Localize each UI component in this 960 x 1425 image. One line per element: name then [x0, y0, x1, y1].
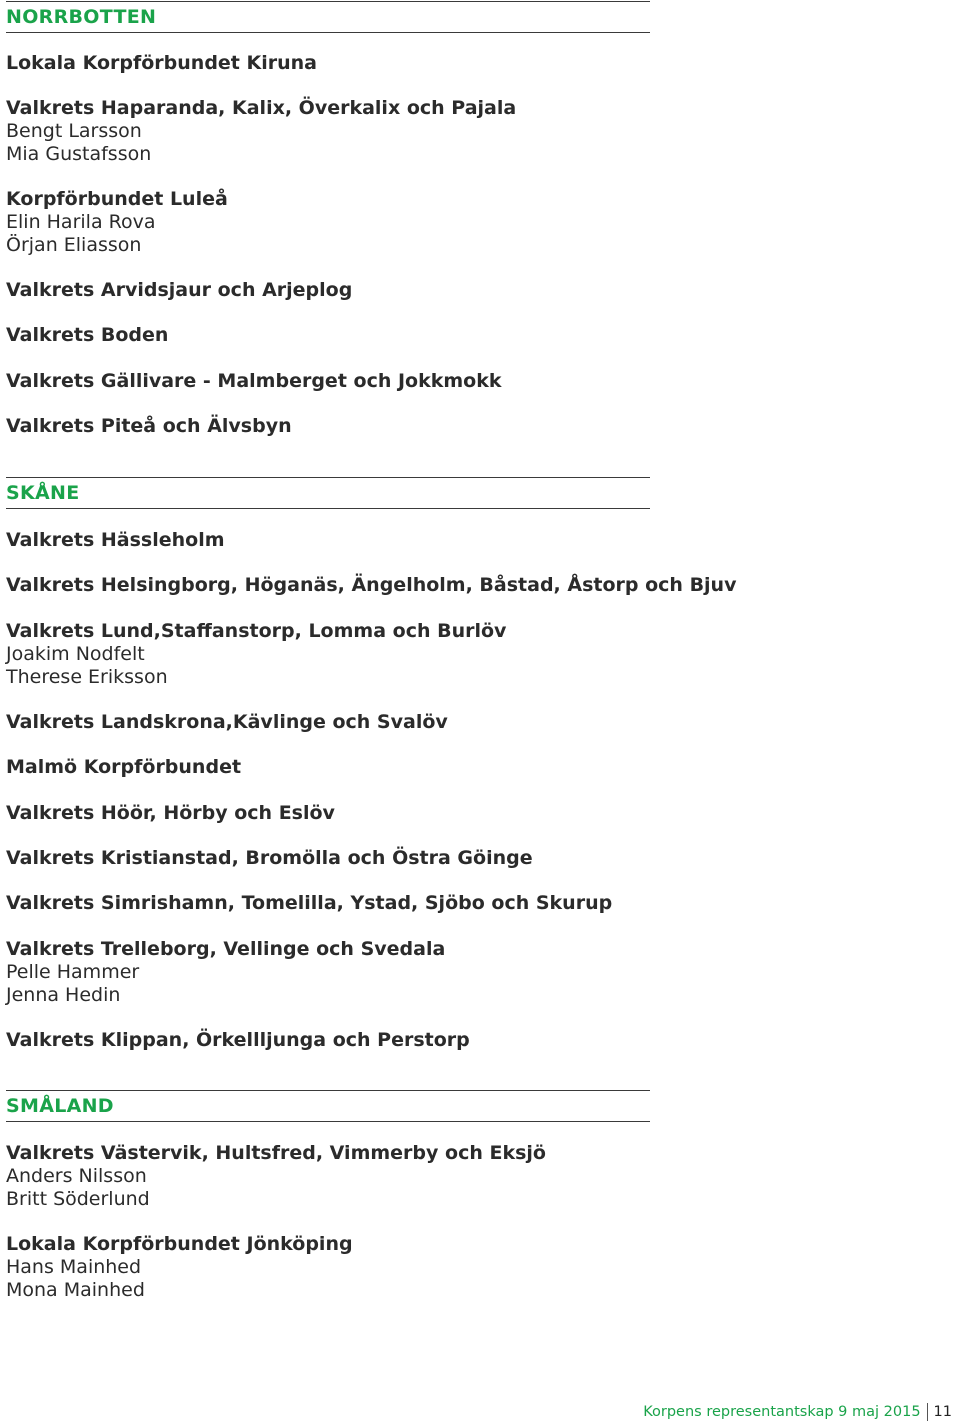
representative-name: Therese Eriksson: [6, 666, 168, 688]
region-title: SKÅNE: [6, 482, 80, 504]
constituency-group: [6, 97, 906, 166]
constituency-group: [6, 188, 906, 257]
footer-text: Korpens representantskap 9 maj 2015: [643, 1404, 921, 1420]
representative-name: Mona Mainhed: [6, 1279, 145, 1301]
representative-name: Pelle Hammer: [6, 961, 140, 983]
representative-name: Elin Harila Rova: [6, 211, 156, 233]
constituency-group: [6, 892, 906, 915]
constituency-title: Korpförbundet Luleå: [6, 188, 228, 210]
constituency-group: [6, 415, 906, 438]
representative-name: Joakim Nodfelt: [6, 643, 145, 665]
region-bottom-rule: [6, 1121, 650, 1122]
constituency-title: Valkrets Gällivare - Malmberget och Jokkmokk: [6, 370, 502, 392]
constituency-group: [6, 756, 906, 779]
constituency-group: [6, 847, 906, 870]
constituency-title: Valkrets Simrishamn, Tomelilla, Ystad, Sjöbo och Skurup: [6, 892, 613, 914]
representative-name: Mia Gustafsson: [6, 143, 152, 165]
representative-name: Bengt Larsson: [6, 120, 142, 142]
region-title: NORRBOTTEN: [6, 6, 157, 28]
constituency-title: Valkrets Hässleholm: [6, 529, 225, 551]
page-number: 11: [927, 1403, 952, 1421]
constituency-group: [6, 1233, 906, 1302]
constituency-title: Valkrets Lund,Staffanstorp, Lomma och Burlöv: [6, 620, 507, 642]
representative-name: Hans Mainhed: [6, 1256, 142, 1278]
constituency-title: Valkrets Klippan, Örkellljunga och Perstorp: [6, 1029, 470, 1051]
constituency-title: Malmö Korpförbundet: [6, 756, 242, 778]
constituency-title: Valkrets Höör, Hörby och Eslöv: [6, 802, 335, 824]
constituency-title: Valkrets Boden: [6, 324, 169, 346]
constituency-title: Lokala Korpförbundet Kiruna: [6, 52, 317, 74]
constituency-group: [6, 802, 906, 825]
constituency-title: Valkrets Haparanda, Kalix, Överkalix och Pajala: [6, 97, 517, 119]
region-header-skane: [6, 477, 650, 509]
region-header-smaland: [6, 1090, 650, 1122]
constituency-group: [6, 279, 906, 302]
constituency-group: [6, 1029, 906, 1052]
constituency-title: Valkrets Västervik, Hultsfred, Vimmerby och Eksjö: [6, 1142, 546, 1164]
page-footer: [643, 1401, 952, 1423]
constituency-title: Valkrets Trelleborg, Vellinge och Svedala: [6, 938, 446, 960]
constituency-group: [6, 1142, 906, 1211]
constituency-title: Valkrets Kristianstad, Bromölla och Östra Göinge: [6, 847, 533, 869]
constituency-group: [6, 938, 906, 1007]
region-bottom-rule: [6, 508, 650, 509]
representative-name: Örjan Eliasson: [6, 234, 142, 256]
constituency-title: Valkrets Arvidsjaur och Arjeplog: [6, 279, 353, 301]
constituency-group: [6, 529, 906, 552]
representative-name: Anders Nilsson: [6, 1165, 147, 1187]
constituency-group: [6, 574, 906, 597]
representative-name: Jenna Hedin: [6, 984, 121, 1006]
constituency-title: Valkrets Landskrona,Kävlinge och Svalöv: [6, 711, 448, 733]
constituency-title: Valkrets Piteå och Älvsbyn: [6, 415, 292, 437]
constituency-title: Lokala Korpförbundet Jönköping: [6, 1233, 353, 1255]
representative-name: Britt Söderlund: [6, 1188, 150, 1210]
region-header-norrbotten: [6, 1, 650, 33]
constituency-group: [6, 370, 906, 393]
region-bottom-rule: [6, 32, 650, 33]
region-title: SMÅLAND: [6, 1095, 114, 1117]
constituency-group: [6, 324, 906, 347]
constituency-group: [6, 711, 906, 734]
constituency-title: Valkrets Helsingborg, Höganäs, Ängelholm, Båstad, Åstorp och Bjuv: [6, 574, 737, 596]
constituency-group: [6, 52, 906, 75]
constituency-group: [6, 620, 906, 689]
